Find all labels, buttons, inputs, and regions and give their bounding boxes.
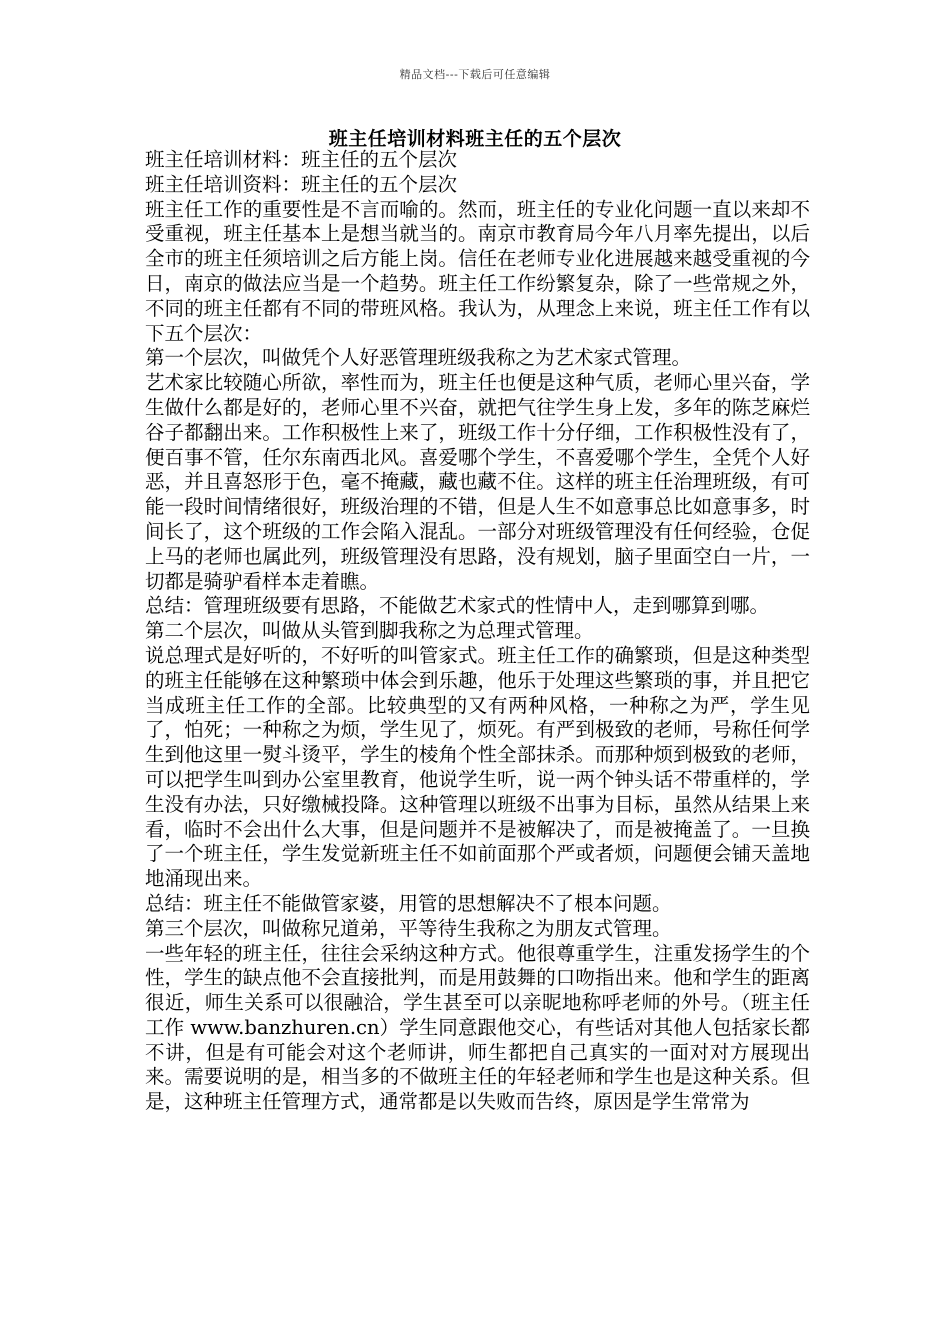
document-body <box>145 148 810 1115</box>
paragraph: 班主任培训资料：班主任的五个层次 <box>145 172 458 196</box>
paragraph: 第一个层次，叫做凭个人好恶管理班级我称之为艺术家式管理。 <box>145 346 692 370</box>
paragraph: 第二个层次，叫做从头管到脚我称之为总理式管理。 <box>145 619 594 643</box>
document-title: 班主任培训材料班主任的五个层次 <box>328 128 622 150</box>
paragraph: 说总理式是好听的，不好听的叫管家式。班主任工作的确繁琐，但是这种类型的班主任能够在这种繁琐中体会到乐趣，他乐于处理这些繁琐的事，并且把它当成班主任工作的全部。比较典型的又有两种风格，一种称之为严，学生见了，怕死；一种称之为烦，学生见了，烦死。有严到极致的老师，号称任何学生到他这里一熨斗烫平，学生的棱角个性全部抹杀。而那种烦到极致的老师，可以把学生叫到办公室里教育，他说学生听，说一两个钟头话不带重样的，学生没有办法，只好缴械投降。这种管理以班级不出事为目标，虽然从结果上来看，临时不会出什么大事，但是问题并不是被解决了，而是被掩盖了。一旦换了一个班主任，学生发觉新班主任不如前面那个严或者烦，问题便会铺天盖地地涌现出来。 <box>145 643 810 891</box>
paragraph: 一些年轻的班主任，往往会采纳这种方式。他很尊重学生，注重发扬学生的个性，学生的缺点他不会直接批判，而是用鼓舞的口吻指出来。他和学生的距离很近，师生关系可以很融洽，学生甚至可以亲昵地称呼老师的外号。（班主任工作 www.banzhuren.cn）学生同意跟他交心，有些话对其他人包括家长都不讲，但是有可能会对这个老师讲，师生都把自己真实的一面对对方展现出来。需要说明的是，相当多的不做班主任的年轻老师和学生也是这种关系。但是，这种班主任管理方式，通常都是以失败而告终，原因是学生常常为 <box>145 941 810 1114</box>
paragraph: 班主任培训材料：班主任的五个层次 <box>145 148 458 171</box>
page-header-note: 精品文档---下载后可任意编辑 <box>399 68 551 81</box>
paragraph: 班主任工作的重要性是不言而喻的。然而，班主任的专业化问题一直以来却不受重视，班主任基本上是想当就当的。南京市教育局今年八月率先提出，以后全市的班主任须培训之后方能上岗。信任在老师专业化进展越来越受重视的今日，南京的做法应当是一个趋势。班主任工作纷繁复杂，除了一些常规之外，不同的班主任都有不同的带班风格。我认为，从理念上来说，班主任工作有以下五个层次： <box>145 197 810 345</box>
paragraph: 总结：班主任不能做管家婆，用管的思想解决不了根本问题。 <box>145 891 672 915</box>
paragraph: 第三个层次，叫做称兄道弟，平等待生我称之为朋友式管理。 <box>145 916 672 940</box>
paragraph: 艺术家比较随心所欲，率性而为，班主任也便是这种气质，老师心里兴奋，学生做什么都是好的，老师心里不兴奋，就把气往学生身上发，多年的陈芝麻烂谷子都翻出来。工作积极性上来了，班级工作十分仔细，工作积极性没有了，便百事不管，任尔东南西北风。喜爱哪个学生，不喜爱哪个学生，全凭个人好恶，并且喜怒形于色，毫不掩藏，藏也藏不住。这样的班主任治理班级，有可能一段时间情绪很好，班级治理的不错，但是人生不如意事总比如意事多，时间长了，这个班级的工作会陷入混乱。一部分对班级管理没有任何经验，仓促上马的老师也属此列，班级管理没有思路，没有规划，脑子里面空白一片，一切都是骑驴看样本走着瞧。 <box>145 371 810 593</box>
paragraph: 总结：管理班级要有思路，不能做艺术家式的性情中人，走到哪算到哪。 <box>145 594 770 618</box>
